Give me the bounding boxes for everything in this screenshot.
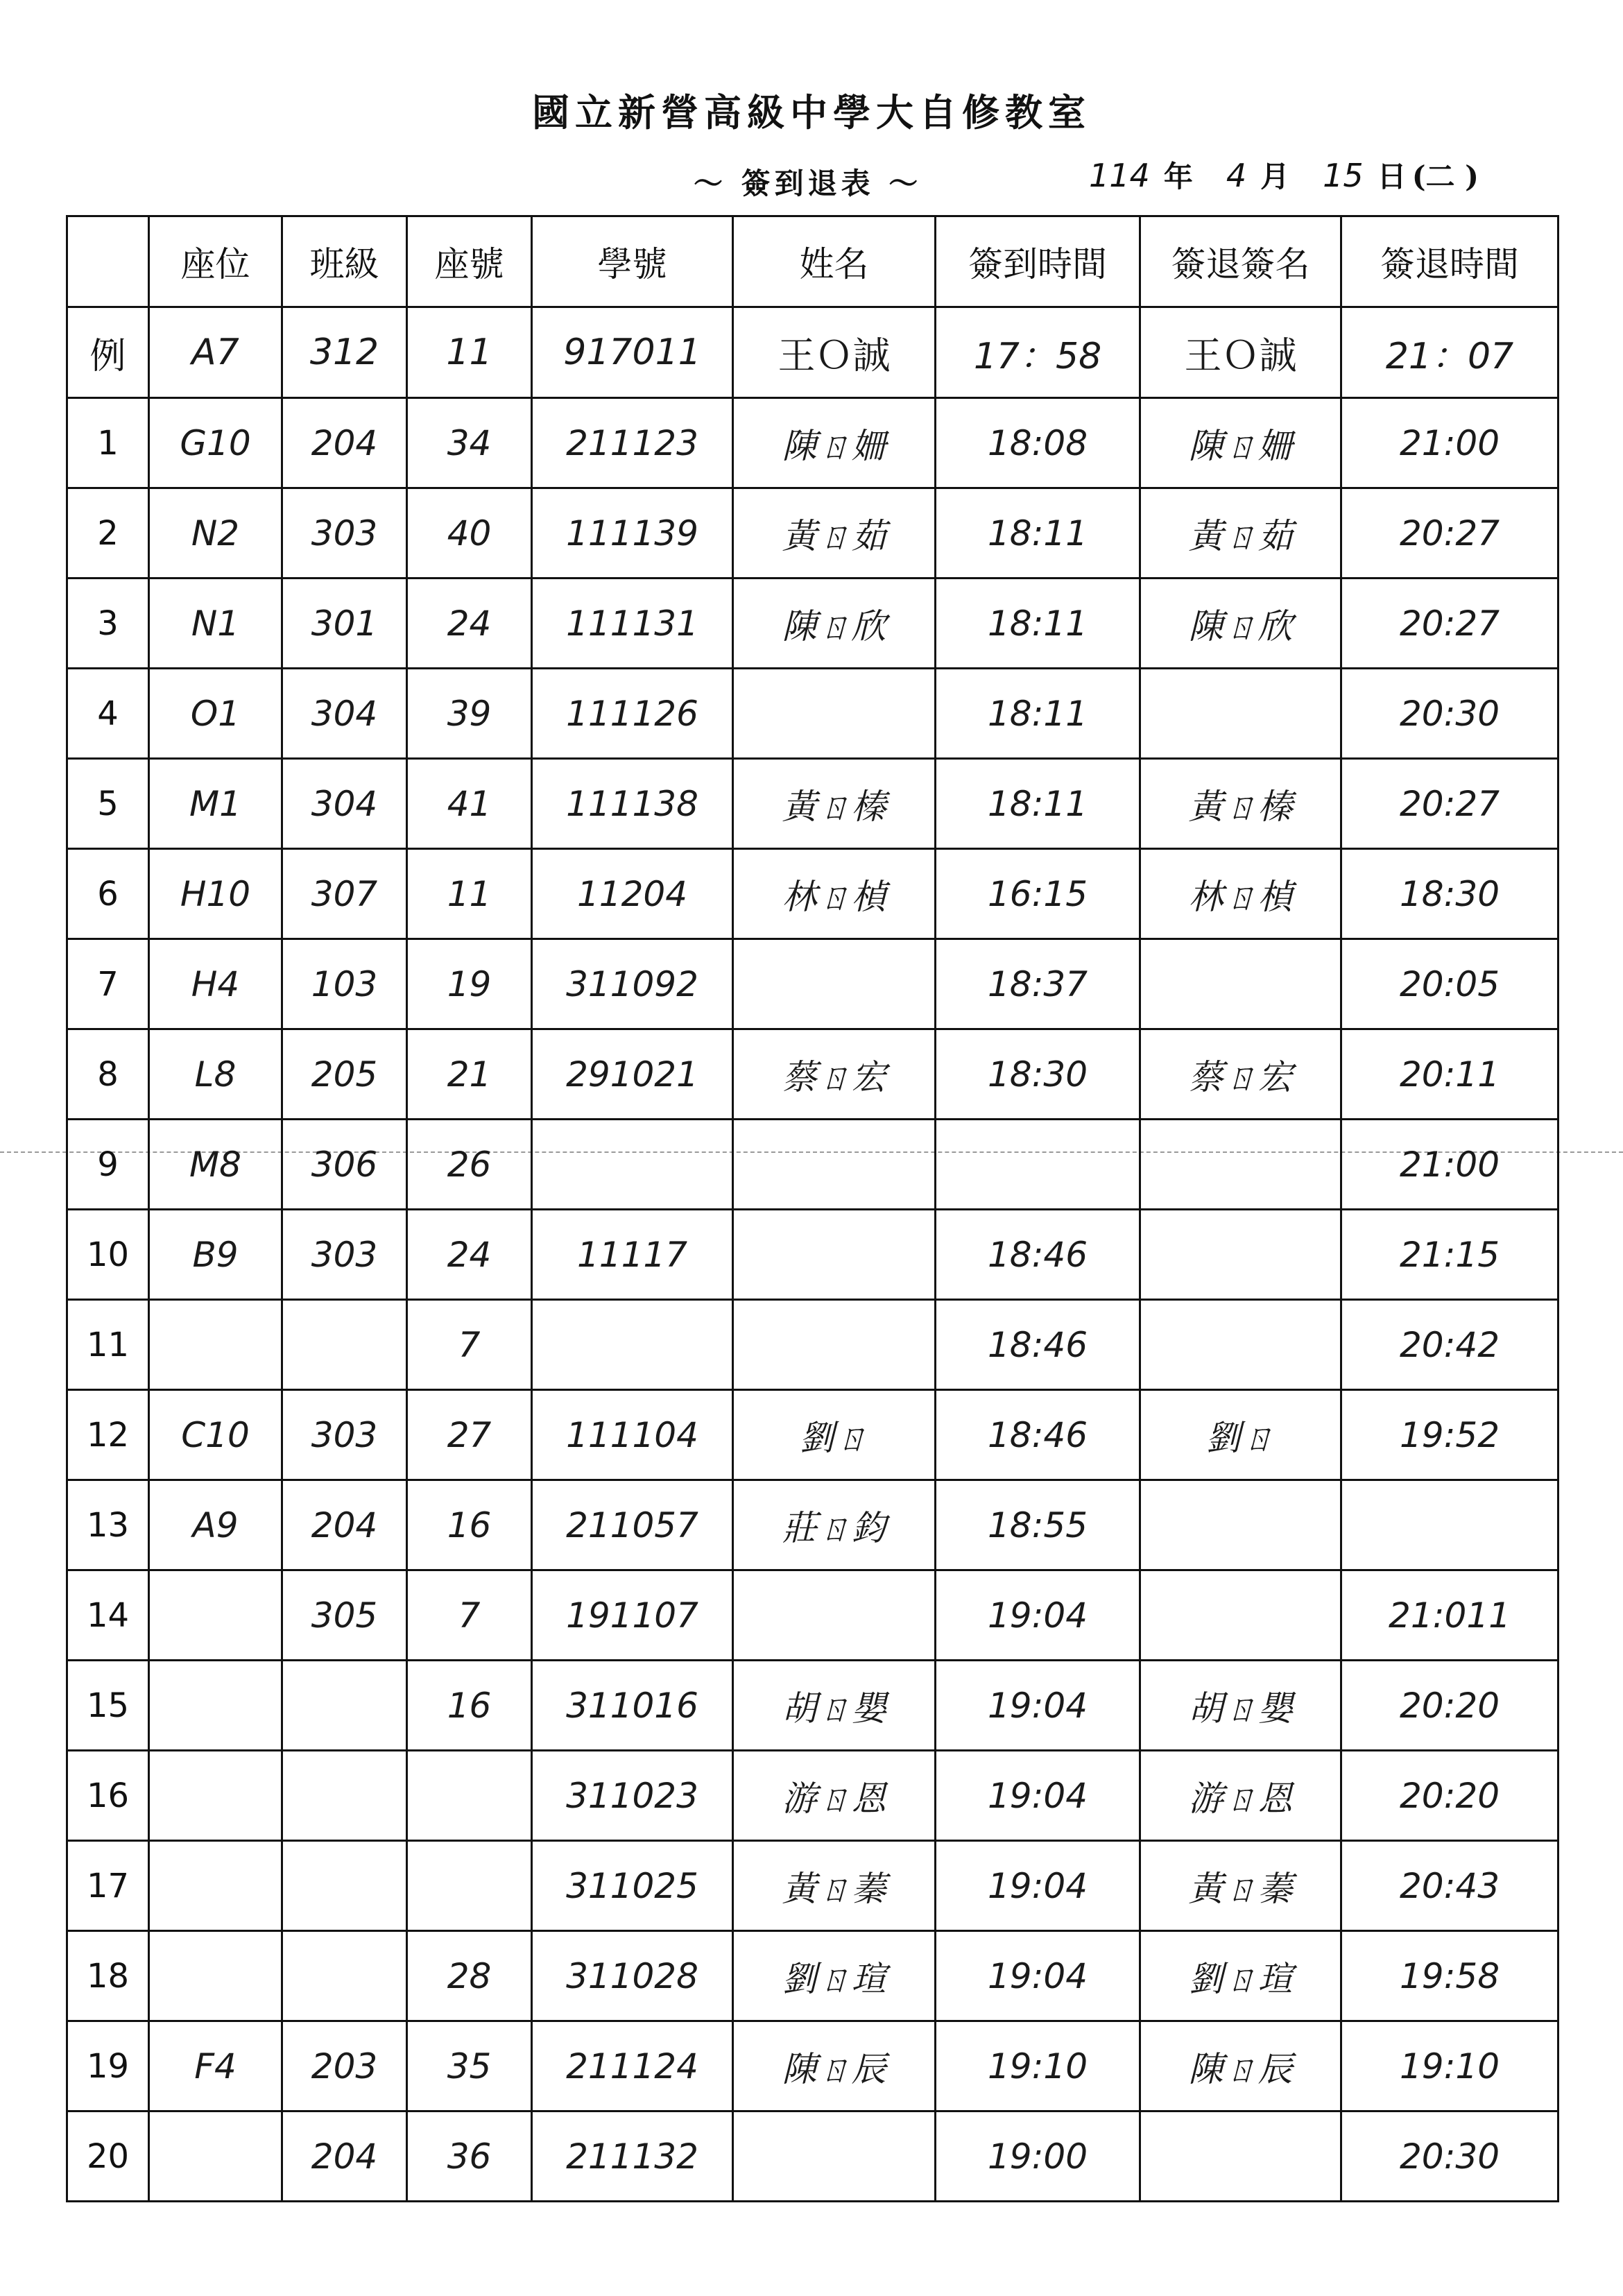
cell-seat [149, 1931, 282, 2021]
cell-sign-out-time: 20:30 [1341, 2111, 1558, 2202]
cell-sign-out-time: 18:30 [1341, 849, 1558, 939]
cell-sign-in-time: 19:10 [936, 2021, 1140, 2111]
cell-index: 9 [67, 1120, 149, 1210]
cell-class [282, 1931, 407, 2021]
cell-seat-number: 16 [407, 1661, 532, 1751]
cell-sign-out-signature [1140, 2111, 1341, 2202]
cell-class [282, 1751, 407, 1841]
cell-sign-out-signature: 黃ㄖ蓁 [1140, 1841, 1341, 1931]
cell-sign-in-time: 19:04 [936, 1841, 1140, 1931]
table-row [67, 1661, 1558, 1751]
cell-seat-number: 7 [407, 1570, 532, 1661]
cell-class: 205 [282, 1029, 407, 1120]
cell-sign-in-time: 18:11 [936, 669, 1140, 759]
table-row [67, 2021, 1558, 2111]
cell-sign-in-time [936, 1120, 1140, 1210]
cell-sign-out-signature: 王Ｏ誠 [1140, 307, 1341, 398]
cell-sign-out-signature [1140, 1210, 1341, 1300]
cell-seat-number: 39 [407, 669, 532, 759]
cell-seat-number: 26 [407, 1120, 532, 1210]
cell-student-id [532, 1120, 733, 1210]
cell-seat [149, 1751, 282, 1841]
cell-sign-in-time: 18:46 [936, 1300, 1140, 1390]
column-header-student-id: 學號 [532, 216, 733, 307]
cell-student-id: 311016 [532, 1661, 733, 1751]
date-line [1089, 154, 1479, 196]
table-row [67, 849, 1558, 939]
cell-sign-out-time: 20:27 [1341, 579, 1558, 669]
cell-seat-number [407, 1841, 532, 1931]
page-title: 國立新營高級中學大自修教室 [532, 90, 1091, 135]
table-row [67, 1480, 1558, 1570]
cell-seat-number: 35 [407, 2021, 532, 2111]
cell-name [733, 2111, 936, 2202]
cell-name [733, 939, 936, 1029]
cell-index: 4 [67, 669, 149, 759]
table-row [67, 1300, 1558, 1390]
cell-seat-number: 19 [407, 939, 532, 1029]
cell-sign-out-signature: 陳ㄖ辰 [1140, 2021, 1341, 2111]
cell-seat-number: 7 [407, 1300, 532, 1390]
month-value: 4 [1226, 157, 1247, 194]
cell-class: 304 [282, 759, 407, 849]
cell-sign-out-time: 20:27 [1341, 488, 1558, 579]
cell-seat-number: 41 [407, 759, 532, 849]
table-row [67, 759, 1558, 849]
cell-sign-in-time: 19:04 [936, 1570, 1140, 1661]
cell-name: 黃ㄖ榛 [733, 759, 936, 849]
cell-name: 蔡ㄖ宏 [733, 1029, 936, 1120]
cell-student-id: 191107 [532, 1570, 733, 1661]
cell-class: 204 [282, 398, 407, 488]
example-row [67, 307, 1558, 398]
cell-sign-out-time: 20:42 [1341, 1300, 1558, 1390]
cell-index: 5 [67, 759, 149, 849]
cell-seat-number: 16 [407, 1480, 532, 1570]
cell-class: 304 [282, 669, 407, 759]
cell-sign-in-time: 18:46 [936, 1390, 1140, 1480]
cell-name [733, 1300, 936, 1390]
cell-seat-number: 21 [407, 1029, 532, 1120]
cell-seat [149, 1661, 282, 1751]
cell-seat: N2 [149, 488, 282, 579]
cell-seat: H10 [149, 849, 282, 939]
cell-sign-out-signature: 劉ㄖ瑄 [1140, 1931, 1341, 2021]
cell-sign-in-time: 19:00 [936, 2111, 1140, 2202]
table-row [67, 1841, 1558, 1931]
table-row [67, 1120, 1558, 1210]
column-header-sign-out-signature: 簽退簽名 [1140, 216, 1341, 307]
cell-class: 103 [282, 939, 407, 1029]
cell-sign-in-time: 18:11 [936, 488, 1140, 579]
cell-index: 12 [67, 1390, 149, 1480]
cell-sign-in-time: 16:15 [936, 849, 1140, 939]
cell-sign-out-signature: 游ㄖ恩 [1140, 1751, 1341, 1841]
cell-name [733, 1570, 936, 1661]
cell-student-id: 111139 [532, 488, 733, 579]
cell-seat-number: 40 [407, 488, 532, 579]
table-row [67, 1931, 1558, 2021]
cell-index: 10 [67, 1210, 149, 1300]
cell-sign-out-time: 21:15 [1341, 1210, 1558, 1300]
cell-sign-in-time: 18:30 [936, 1029, 1140, 1120]
cell-sign-in-time: 17：58 [936, 307, 1140, 398]
weekday: (二 ) [1411, 160, 1479, 194]
table-row [67, 1210, 1558, 1300]
cell-seat-number: 27 [407, 1390, 532, 1480]
cell-index: 6 [67, 849, 149, 939]
cell-sign-out-time: 20:11 [1341, 1029, 1558, 1120]
cell-seat-number [407, 1751, 532, 1841]
cell-index: 13 [67, 1480, 149, 1570]
cell-sign-out-signature: 林ㄖ楨 [1140, 849, 1341, 939]
cell-index: 20 [67, 2111, 149, 2202]
cell-sign-out-time: 20:20 [1341, 1661, 1558, 1751]
day-label: 日 [1377, 160, 1407, 194]
table-header-row [67, 216, 1558, 307]
cell-index: 例 [67, 307, 149, 398]
cell-index: 16 [67, 1751, 149, 1841]
cell-sign-out-time: 21:011 [1341, 1570, 1558, 1661]
cell-sign-out-signature [1140, 939, 1341, 1029]
column-header-sign-out-time: 簽退時間 [1341, 216, 1558, 307]
cell-sign-out-time: 21：07 [1341, 307, 1558, 398]
cell-seat [149, 1570, 282, 1661]
cell-index: 8 [67, 1029, 149, 1120]
cell-index: 18 [67, 1931, 149, 2021]
cell-seat-number: 34 [407, 398, 532, 488]
table-row [67, 2111, 1558, 2202]
cell-class: 303 [282, 1210, 407, 1300]
table-row [67, 1751, 1558, 1841]
cell-student-id [532, 1300, 733, 1390]
year-value: 114 [1089, 157, 1150, 194]
cell-seat: G10 [149, 398, 282, 488]
cell-sign-out-time: 19:10 [1341, 2021, 1558, 2111]
page-subtitle: ～ 簽到退表 ～ [694, 166, 922, 200]
table-row [67, 579, 1558, 669]
cell-name: 黃ㄖ茹 [733, 488, 936, 579]
cell-class: 306 [282, 1120, 407, 1210]
cell-sign-out-signature [1140, 669, 1341, 759]
cell-seat [149, 2111, 282, 2202]
cell-sign-out-signature: 黃ㄖ茹 [1140, 488, 1341, 579]
cell-class: 204 [282, 2111, 407, 2202]
year-label: 年 [1163, 160, 1193, 194]
cell-sign-in-time: 18:11 [936, 579, 1140, 669]
cell-sign-out-time: 20:27 [1341, 759, 1558, 849]
cell-name: 游ㄖ恩 [733, 1751, 936, 1841]
cell-seat-number: 36 [407, 2111, 532, 2202]
cell-class: 203 [282, 2021, 407, 2111]
cell-sign-out-time: 19:58 [1341, 1931, 1558, 2021]
cell-sign-in-time: 18:11 [936, 759, 1140, 849]
column-header-name: 姓名 [733, 216, 936, 307]
cell-name: 胡ㄖ嬰 [733, 1661, 936, 1751]
cell-seat: B9 [149, 1210, 282, 1300]
cell-index: 3 [67, 579, 149, 669]
column-header-class: 班級 [282, 216, 407, 307]
cell-sign-in-time: 19:04 [936, 1661, 1140, 1751]
cell-class: 303 [282, 488, 407, 579]
cell-student-id: 211124 [532, 2021, 733, 2111]
table-row [67, 398, 1558, 488]
column-header-seat: 座位 [149, 216, 282, 307]
table-row [67, 939, 1558, 1029]
cell-class: 204 [282, 1480, 407, 1570]
cell-student-id: 111126 [532, 669, 733, 759]
cell-index: 11 [67, 1300, 149, 1390]
cell-seat: F4 [149, 2021, 282, 2111]
cell-index: 19 [67, 2021, 149, 2111]
cell-class: 307 [282, 849, 407, 939]
cell-student-id: 211132 [532, 2111, 733, 2202]
cell-sign-in-time: 18:55 [936, 1480, 1140, 1570]
cell-student-id: 311023 [532, 1751, 733, 1841]
cell-seat: M8 [149, 1120, 282, 1210]
table-row [67, 488, 1558, 579]
cell-sign-out-signature [1140, 1300, 1341, 1390]
cell-seat-number: 11 [407, 307, 532, 398]
cell-class: 305 [282, 1570, 407, 1661]
cell-sign-in-time: 19:04 [936, 1931, 1140, 2021]
cell-student-id: 11117 [532, 1210, 733, 1300]
cell-class: 301 [282, 579, 407, 669]
cell-seat-number: 24 [407, 1210, 532, 1300]
cell-student-id: 311092 [532, 939, 733, 1029]
table-row [67, 1390, 1558, 1480]
cell-sign-out-time [1341, 1480, 1558, 1570]
sign-in-table [66, 215, 1559, 2202]
cell-name: 劉ㄖ瑄 [733, 1931, 936, 2021]
cell-student-id: 211123 [532, 398, 733, 488]
cell-name: 黃ㄖ蓁 [733, 1841, 936, 1931]
cell-seat: M1 [149, 759, 282, 849]
day-value: 15 [1323, 157, 1364, 194]
cell-seat: L8 [149, 1029, 282, 1120]
cell-index: 7 [67, 939, 149, 1029]
cell-seat-number: 11 [407, 849, 532, 939]
column-header-index [67, 216, 149, 307]
cell-seat: N1 [149, 579, 282, 669]
cell-seat-number: 28 [407, 1931, 532, 2021]
cell-sign-out-time: 21:00 [1341, 1120, 1558, 1210]
cell-student-id: 311025 [532, 1841, 733, 1931]
month-label: 月 [1260, 160, 1290, 194]
table-row [67, 1570, 1558, 1661]
cell-index: 15 [67, 1661, 149, 1751]
cell-sign-out-time: 20:05 [1341, 939, 1558, 1029]
cell-seat: A9 [149, 1480, 282, 1570]
cell-sign-out-signature: 陳ㄖ欣 [1140, 579, 1341, 669]
cell-sign-out-time: 20:20 [1341, 1751, 1558, 1841]
cell-index: 1 [67, 398, 149, 488]
column-header-seat-number: 座號 [407, 216, 532, 307]
cell-student-id: 311028 [532, 1931, 733, 2021]
cell-student-id: 111131 [532, 579, 733, 669]
cell-sign-out-time: 21:00 [1341, 398, 1558, 488]
cell-student-id: 111104 [532, 1390, 733, 1480]
cell-seat [149, 1300, 282, 1390]
cell-sign-out-signature: 黃ㄖ榛 [1140, 759, 1341, 849]
cell-sign-out-time: 19:52 [1341, 1390, 1558, 1480]
cell-sign-out-time: 20:43 [1341, 1841, 1558, 1931]
cell-sign-in-time: 18:37 [936, 939, 1140, 1029]
cell-seat: C10 [149, 1390, 282, 1480]
cell-seat-number: 24 [407, 579, 532, 669]
cell-seat: H4 [149, 939, 282, 1029]
cell-name: 陳ㄖ姍 [733, 398, 936, 488]
cell-seat: A7 [149, 307, 282, 398]
cell-name: 林ㄖ楨 [733, 849, 936, 939]
cell-name: 莊ㄖ鈞 [733, 1480, 936, 1570]
cell-student-id: 111138 [532, 759, 733, 849]
cell-name [733, 1120, 936, 1210]
cell-class: 312 [282, 307, 407, 398]
cell-sign-out-signature: 陳ㄖ姍 [1140, 398, 1341, 488]
table-row [67, 669, 1558, 759]
cell-class [282, 1841, 407, 1931]
cell-sign-out-signature [1140, 1570, 1341, 1661]
cell-sign-in-time: 18:46 [936, 1210, 1140, 1300]
cell-index: 14 [67, 1570, 149, 1661]
cell-name: 劉ㄖ [733, 1390, 936, 1480]
column-header-sign-in-time: 簽到時間 [936, 216, 1140, 307]
cell-seat: O1 [149, 669, 282, 759]
cell-class [282, 1661, 407, 1751]
cell-sign-out-signature [1140, 1120, 1341, 1210]
cell-student-id: 211057 [532, 1480, 733, 1570]
cell-name: 陳ㄖ欣 [733, 579, 936, 669]
cell-index: 17 [67, 1841, 149, 1931]
cell-sign-in-time: 19:04 [936, 1751, 1140, 1841]
cell-sign-out-signature: 劉ㄖ [1140, 1390, 1341, 1480]
cell-student-id: 291021 [532, 1029, 733, 1120]
cell-sign-out-signature: 胡ㄖ嬰 [1140, 1661, 1341, 1751]
table-row [67, 1029, 1558, 1120]
cell-class [282, 1300, 407, 1390]
cell-sign-out-time: 20:30 [1341, 669, 1558, 759]
cell-sign-in-time: 18:08 [936, 398, 1140, 488]
cell-name: 王Ｏ誠 [733, 307, 936, 398]
cell-name [733, 669, 936, 759]
cell-index: 2 [67, 488, 149, 579]
cell-class: 303 [282, 1390, 407, 1480]
cell-name: 陳ㄖ辰 [733, 2021, 936, 2111]
cell-sign-out-signature: 蔡ㄖ宏 [1140, 1029, 1341, 1120]
cell-seat [149, 1841, 282, 1931]
cell-student-id: 917011 [532, 307, 733, 398]
cell-student-id: 11204 [532, 849, 733, 939]
cell-sign-out-signature [1140, 1480, 1341, 1570]
cell-name [733, 1210, 936, 1300]
